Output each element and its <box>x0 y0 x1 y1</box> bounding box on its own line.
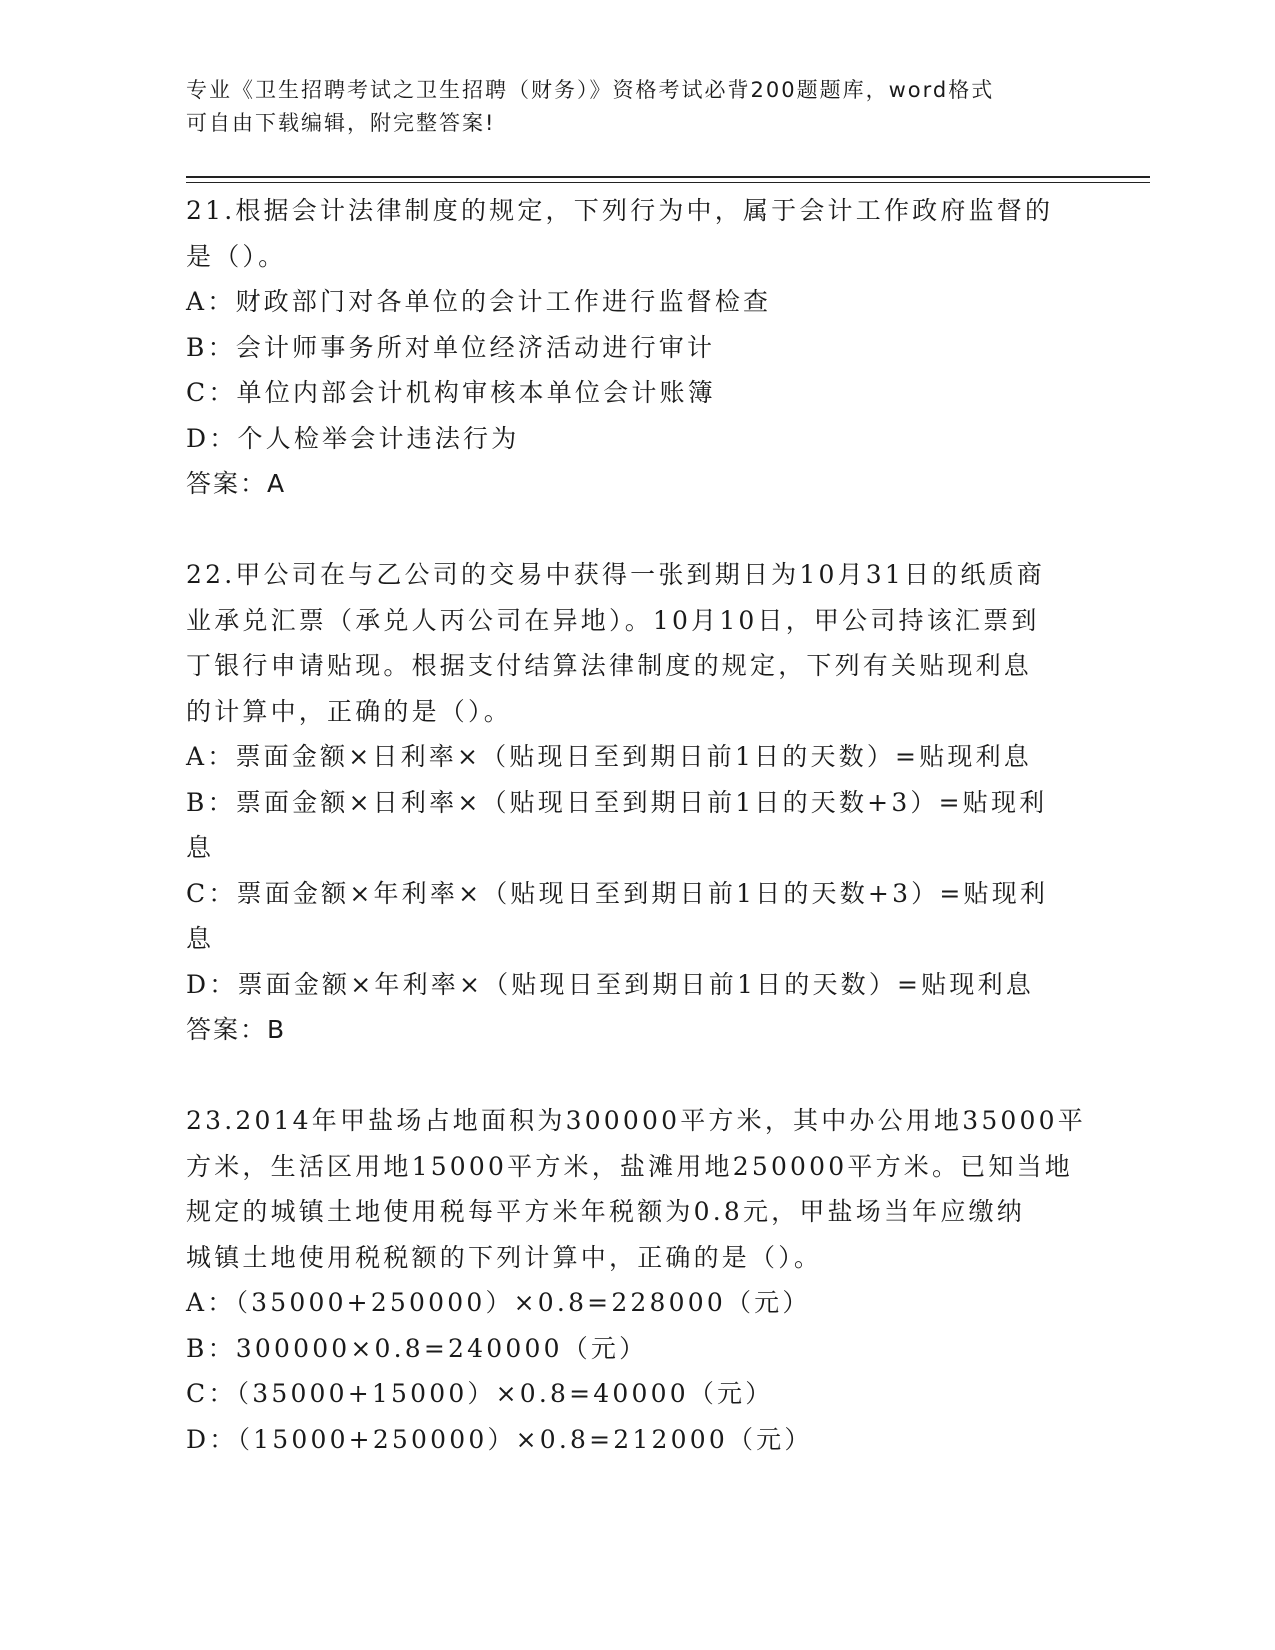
question-22 <box>186 552 1086 1053</box>
header-rule-thick <box>186 176 1150 178</box>
option-c-continued: 息 <box>186 924 215 953</box>
question-21 <box>186 188 1086 507</box>
option-a: A：（35000+250000）×0.8=228000（元） <box>186 1288 811 1317</box>
question-stem-line: 业承兑汇票（承兑人丙公司在异地）。10月10日，甲公司持该汇票到 <box>186 605 1040 635</box>
option-d: D：个人检举会计违法行为 <box>186 423 520 453</box>
option-b: B：会计师事务所对单位经济活动进行审计 <box>186 332 716 362</box>
question-stem-line: 23.2014年甲盐场占地面积为300000平方米，其中办公用地35000平 <box>186 1106 1086 1135</box>
question-spacer <box>186 1053 1086 1099</box>
option-a: A：财政部门对各单位的会计工作进行监督检查 <box>186 287 772 316</box>
question-stem-line: 是（）。 <box>186 241 287 271</box>
question-stem-line: 22.甲公司在与乙公司的交易中获得一张到期日为10月31日的纸质商 <box>186 560 1045 589</box>
option-c: C：单位内部会计机构审核本单位会计账簿 <box>186 378 716 407</box>
question-stem-line: 21.根据会计法律制度的规定，下列行为中，属于会计工作政府监督的 <box>186 196 1054 225</box>
header-line-2: 可自由下载编辑，附完整答案! <box>186 111 496 135</box>
question-stem-line: 城镇土地使用税税额的下列计算中，正确的是（）。 <box>186 1242 823 1272</box>
question-spacer <box>186 507 1086 553</box>
question-23 <box>186 1098 1086 1462</box>
option-d: D：票面金额×年利率×（贴现日至到期日前1日的天数）=贴现利息 <box>186 969 1034 999</box>
question-stem-line: 丁银行申请贴现。根据支付结算法律制度的规定，下列有关贴现利息 <box>186 651 1033 680</box>
option-d: D：（15000+250000）×0.8=212000（元） <box>186 1424 813 1454</box>
option-c: C：票面金额×年利率×（贴现日至到期日前1日的天数+3）=贴现利 <box>186 878 1049 908</box>
question-stem-line: 的计算中，正确的是（）。 <box>186 696 512 726</box>
option-b: B：票面金额×日利率×（贴现日至到期日前1日的天数+3）=贴现利 <box>186 787 1048 817</box>
question-stem-line: 方米，生活区用地15000平方米，盐滩用地250000平方米。已知当地 <box>186 1151 1073 1181</box>
header-rule-thin <box>186 182 1150 183</box>
option-b-continued: 息 <box>186 833 215 862</box>
document-header <box>186 74 1066 140</box>
question-list <box>186 188 1086 1462</box>
answer: 答案：B <box>186 1015 287 1044</box>
header-line-1: 专业《卫生招聘考试之卫生招聘（财务）》资格考试必背200题题库，word格式 <box>186 78 995 102</box>
question-stem-line: 规定的城镇土地使用税每平方米年税额为0.8元，甲盐场当年应缴纳 <box>186 1197 1025 1226</box>
option-b: B：300000×0.8=240000（元） <box>186 1333 648 1363</box>
answer: 答案：A <box>186 469 287 498</box>
option-a: A：票面金额×日利率×（贴现日至到期日前1日的天数）=贴现利息 <box>186 742 1033 771</box>
option-c: C：（35000+15000）×0.8=40000（元） <box>186 1379 774 1408</box>
